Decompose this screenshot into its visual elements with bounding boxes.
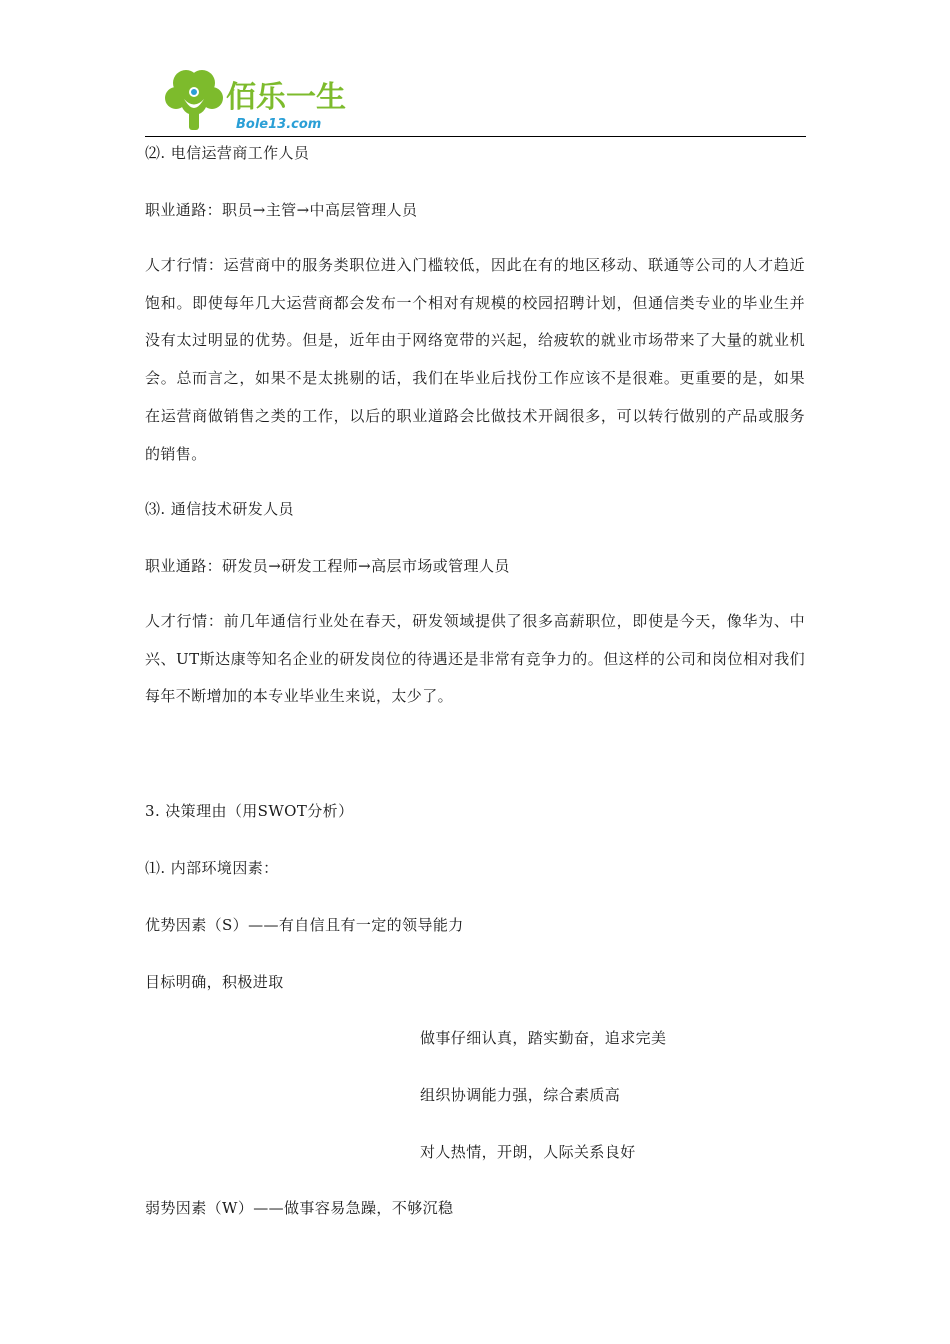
internal-factors-heading: ⑴. 内部环境因素： [145, 859, 279, 877]
section-3-talent-market: 人才行情：前几年通信行业处在春天，研发领域提供了很多高薪职位，即使是今天，像华为、中兴、UT斯达康等知名企业的研发岗位的待遇还是非常有竞争力的。但这样的公司和岗位相对我们每年不断增加的本专业毕业生来说，太少了。 [145, 612, 805, 706]
strengths-line: 优势因素（S）——有自信且有一定的领导能力 [145, 916, 464, 934]
section-3-heading: ⑶. 通信技术研发人员 [145, 500, 294, 518]
decision-heading: 3. 决策理由（用SWOT分析） [145, 802, 354, 820]
strength-item: 目标明确，积极进取 [145, 973, 284, 991]
strength-item: 做事仔细认真，踏实勤奋，追求完美 [420, 1029, 667, 1047]
header-divider [145, 136, 806, 137]
brand-en: Bole13.com [236, 117, 322, 132]
strength-item: 组织协调能力强，综合素质高 [420, 1086, 621, 1104]
tree-person-icon [160, 66, 350, 132]
strength-item: 对人热情，开朗，人际关系良好 [420, 1143, 636, 1161]
brand-logo [160, 66, 350, 132]
section-2-career-path: 职业通路：职员→主管→中高层管理人员 [145, 201, 418, 219]
brand-cn: 佰乐一生 [226, 80, 346, 115]
section-2-heading: ⑵. 电信运营商工作人员 [145, 144, 310, 162]
section-2-talent-market: 人才行情：运营商中的服务类职位进入门槛较低，因此在有的地区移动、联通等公司的人才趋近饱和。即使每年几大运营商都会发布一个相对有规模的校园招聘计划，但通信类专业的毕业生并没有太过明显的优势。但是，近年由于网络宽带的兴起，给疲软的就业市场带来了大量的就业机会。总而言之，如果不是太挑剔的话，我们在毕业后找份工作应该不是很难。更重要的是，如果在运营商做销售之类的工作，以后的职业道路会比做技术开阔很多，可以转行做别的产品或服务的销售。 [145, 256, 805, 463]
weaknesses-line: 弱势因素（W）——做事容易急躁，不够沉稳 [145, 1199, 454, 1217]
section-3-career-path: 职业通路：研发员→研发工程师→高层市场或管理人员 [145, 557, 510, 575]
